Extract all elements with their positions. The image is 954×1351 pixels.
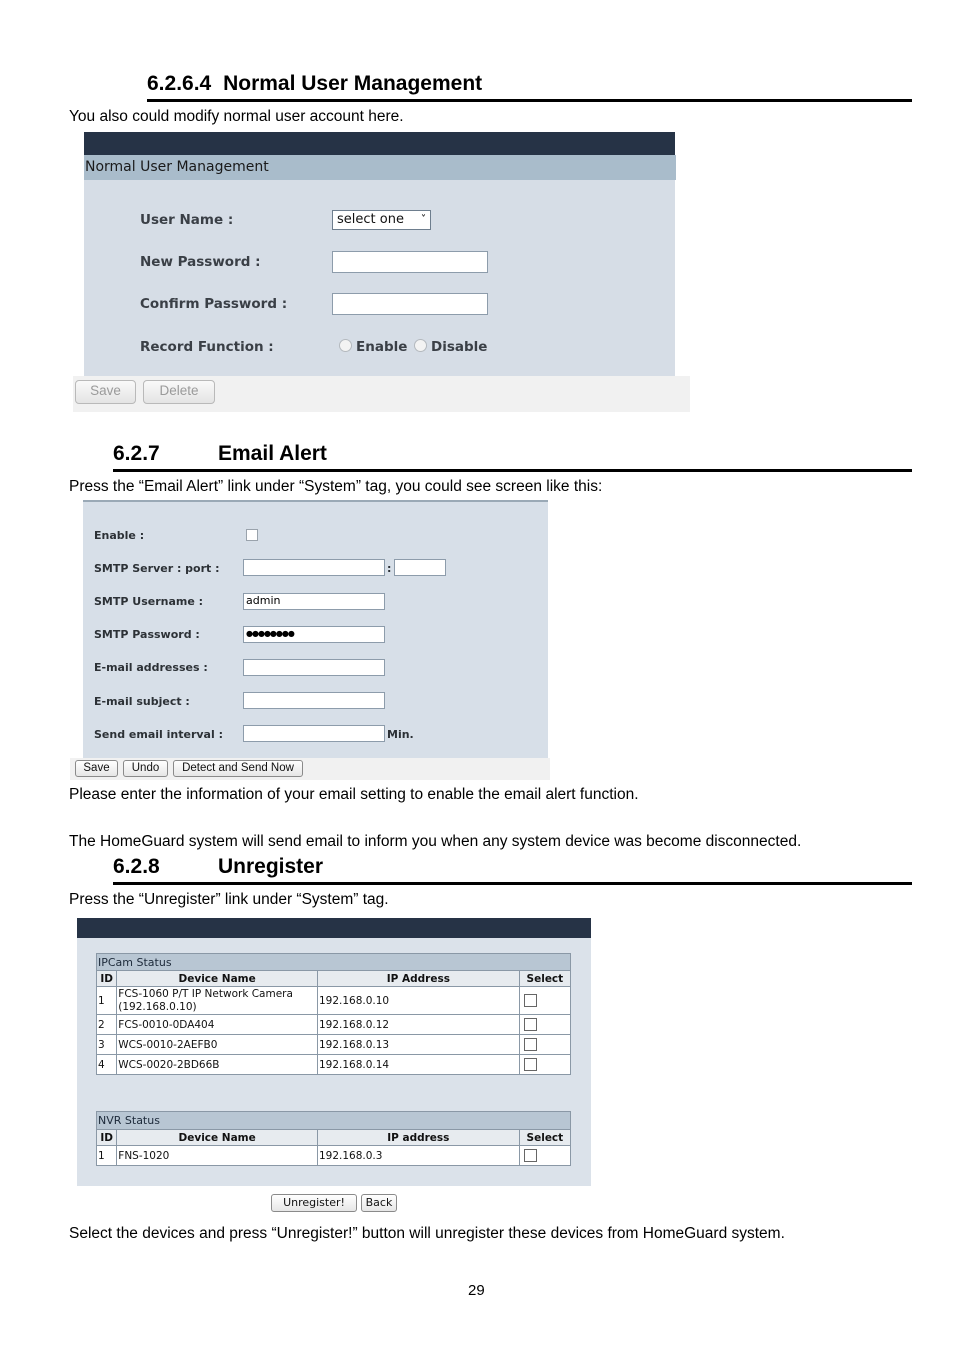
device-name-line1: FCS-1060 P/T IP Network Camera (118, 987, 293, 1000)
heading-rule (113, 882, 912, 885)
new-password-label: New Password : (140, 254, 261, 270)
intro-text: You also could modify normal user account here. (69, 108, 404, 125)
row-device-name: WCS-0010-2AEFB0 (117, 1035, 318, 1055)
heading-6-2-8 (113, 855, 324, 879)
row-select (519, 1055, 570, 1075)
row-id: 4 (97, 1055, 117, 1075)
email-button-bar (70, 758, 550, 780)
outro-text: Select the devices and press “Unregister!” button will unregister these devices from HomeGuard system. (69, 1225, 785, 1242)
panel-title: Normal User Management (84, 155, 676, 180)
port-separator: : (387, 562, 392, 575)
col-id: ID (97, 1130, 117, 1146)
heading-title: Normal User Management (223, 72, 483, 95)
select-checkbox[interactable] (524, 1018, 537, 1031)
row-id: 1 (97, 1146, 117, 1166)
enable-radio[interactable] (339, 339, 352, 352)
confirm-password-field[interactable] (332, 293, 488, 315)
intro-text: Press the “Email Alert” link under “System” tag, you could see screen like this: (69, 478, 603, 495)
row-device-name: WCS-0020-2BD66B (117, 1055, 318, 1075)
smtp-password-field[interactable]: ●●●●●●●● (243, 626, 385, 643)
col-device-name: Device Name (117, 971, 318, 987)
heading-title: Email Alert (218, 442, 327, 465)
email-subject-label: E-mail subject : (94, 695, 190, 708)
row-ip: 192.168.0.13 (317, 1035, 519, 1055)
heading-number: 6.2.8 (113, 855, 160, 878)
enable-radio-label: Enable (356, 339, 408, 355)
email-addresses-label: E-mail addresses : (94, 661, 208, 674)
table-row (97, 1015, 571, 1035)
chevron-down-icon: ˅ (421, 214, 426, 225)
select-checkbox[interactable] (524, 1058, 537, 1071)
device-name-line2: (192.168.0.10) (118, 1000, 197, 1013)
undo-button[interactable]: Undo (123, 760, 168, 777)
table-row (97, 1055, 571, 1075)
col-ip-address: IP Address (317, 971, 519, 987)
row-id: 2 (97, 1015, 117, 1035)
back-button[interactable]: Back (361, 1194, 397, 1212)
ipcam-caption: IPCam Status (97, 954, 571, 971)
nvr-status-table (96, 1111, 571, 1166)
row-ip: 192.168.0.14 (317, 1055, 519, 1075)
col-device-name: Device Name (117, 1130, 318, 1146)
email-subject-field[interactable] (243, 692, 385, 709)
smtp-password-label: SMTP Password : (94, 628, 200, 641)
row-ip: 192.168.0.12 (317, 1015, 519, 1035)
heading-6-2-6-4 (147, 72, 482, 96)
nvr-caption: NVR Status (97, 1112, 571, 1130)
heading-rule (147, 99, 912, 102)
table-row (97, 987, 571, 1015)
user-name-label: User Name : (140, 212, 234, 228)
email-alert-panel (83, 500, 548, 758)
row-ip: 192.168.0.3 (317, 1146, 519, 1166)
row-select (519, 1015, 570, 1035)
new-password-field[interactable] (332, 251, 488, 273)
user-button-bar (73, 376, 690, 412)
col-select: Select (519, 971, 570, 987)
select-checkbox[interactable] (524, 994, 537, 1007)
heading-rule (113, 469, 912, 472)
heading-6-2-7 (113, 442, 327, 466)
ipcam-status-table (96, 953, 571, 1075)
normal-user-panel (84, 132, 675, 376)
row-device-name (117, 987, 318, 1015)
interval-unit: Min. (387, 728, 414, 741)
col-select: Select (519, 1130, 570, 1146)
row-id: 3 (97, 1035, 117, 1055)
detect-send-button[interactable]: Detect and Send Now (173, 760, 303, 777)
panel-top-bar (84, 132, 675, 155)
email-note-1: Please enter the information of your email setting to enable the email alert function. (69, 786, 639, 803)
send-interval-label: Send email interval : (94, 728, 223, 741)
row-select (519, 1146, 570, 1166)
row-device-name: FCS-0010-0DA404 (117, 1015, 318, 1035)
table-row (97, 1035, 571, 1055)
delete-button[interactable]: Delete (143, 380, 215, 404)
row-select (519, 987, 570, 1015)
col-id: ID (97, 971, 117, 987)
select-checkbox[interactable] (524, 1038, 537, 1051)
save-button[interactable]: Save (75, 760, 118, 777)
heading-number: 6.2.6.4 (147, 72, 212, 95)
smtp-server-field[interactable] (243, 559, 385, 576)
user-name-select[interactable] (332, 210, 431, 230)
row-device-name: FNS-1020 (117, 1146, 318, 1166)
send-interval-field[interactable] (243, 725, 385, 742)
disable-radio[interactable] (414, 339, 427, 352)
unregister-button[interactable]: Unregister! (271, 1194, 357, 1212)
smtp-port-field[interactable] (394, 559, 446, 576)
heading-number: 6.2.7 (113, 442, 160, 465)
table-row (97, 1146, 571, 1166)
row-select (519, 1035, 570, 1055)
email-note-2: The HomeGuard system will send email to inform you when any system device was become disconnected. (69, 833, 802, 850)
email-addresses-field[interactable] (243, 659, 385, 676)
select-checkbox[interactable] (524, 1149, 537, 1162)
row-ip: 192.168.0.10 (317, 987, 519, 1015)
intro-text: Press the “Unregister” link under “System” tag. (69, 891, 389, 908)
enable-checkbox[interactable] (246, 529, 258, 541)
disable-radio-label: Disable (431, 339, 488, 355)
smtp-server-label: SMTP Server : port : (94, 562, 220, 575)
page-number: 29 (468, 1282, 485, 1299)
confirm-password-label: Confirm Password : (140, 296, 288, 312)
col-ip-address: IP address (317, 1130, 519, 1146)
row-id: 1 (97, 987, 117, 1015)
panel-top-bar (77, 918, 591, 938)
heading-title: Unregister (218, 855, 324, 878)
enable-label: Enable : (94, 529, 145, 542)
smtp-username-field[interactable]: admin (243, 593, 385, 610)
smtp-username-label: SMTP Username : (94, 595, 204, 608)
user-select-value: select one (337, 212, 404, 227)
record-function-label: Record Function : (140, 339, 274, 355)
save-button[interactable]: Save (75, 380, 136, 404)
